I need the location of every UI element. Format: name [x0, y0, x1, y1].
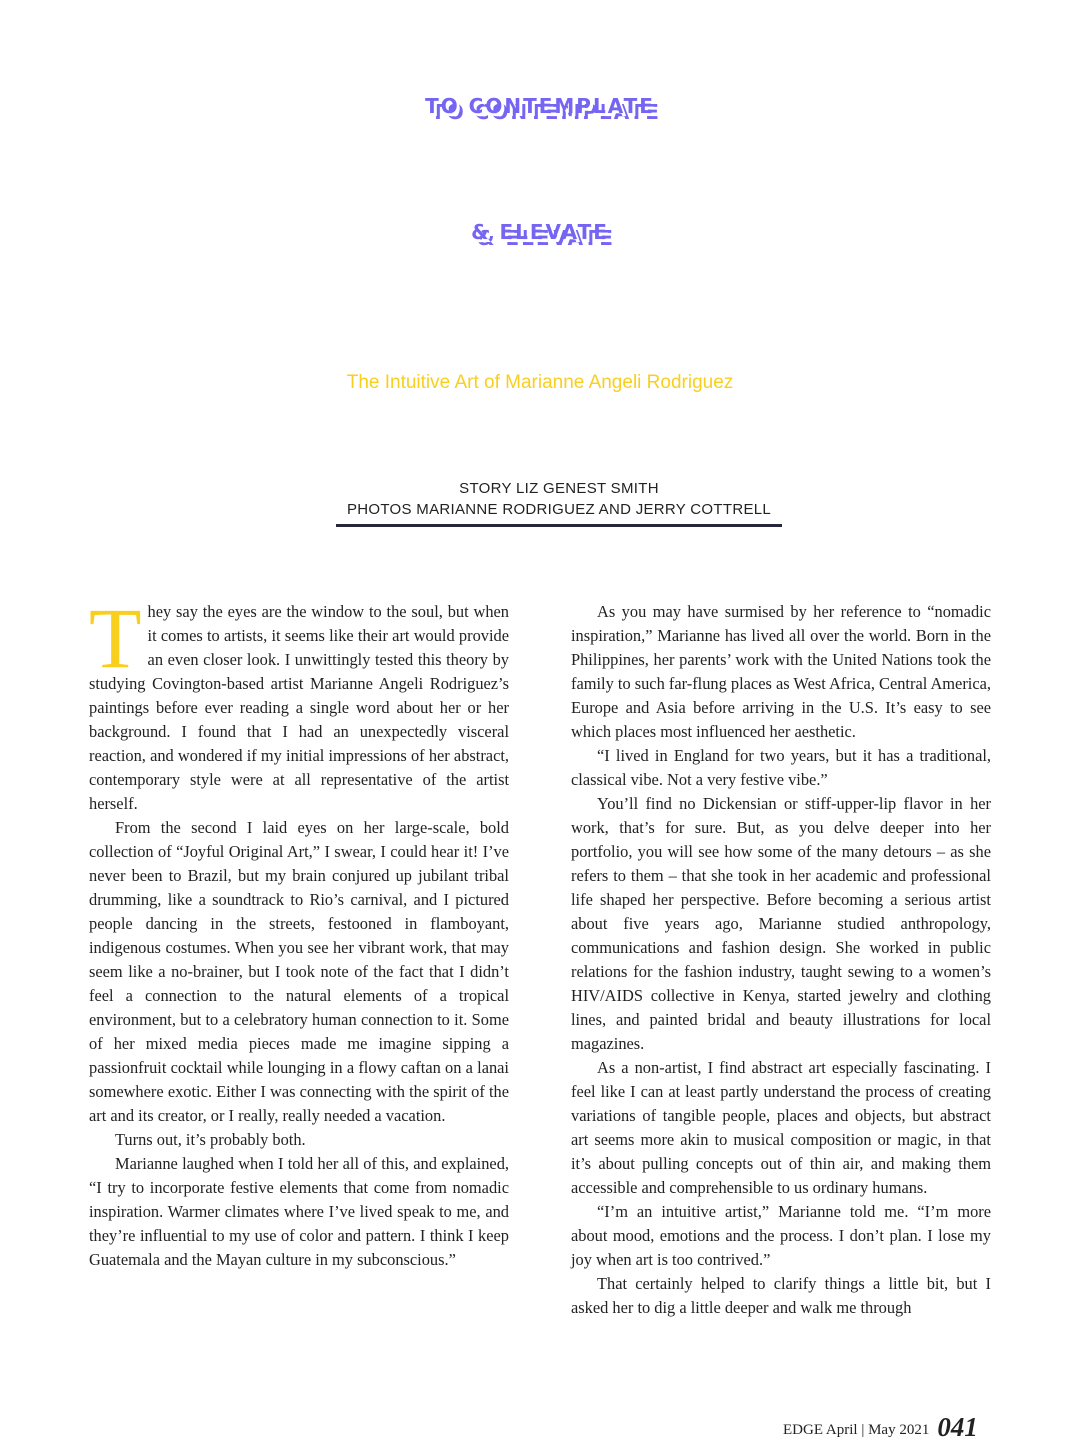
paragraph: That certainly helped to clarify things a little bit, but I asked her to dig a little deeper and walk me through: [571, 1274, 991, 1317]
paragraph: “I’m an intuitive artist,” Marianne told me. “I’m more about mood, emotions and the process. I don’t plan. I lose my joy when art is too contrived.”: [571, 1202, 991, 1269]
paragraph: [89, 590, 509, 816]
page-footer: [783, 1412, 978, 1443]
photo-credit: PHOTOS MARIANNE RODRIGUEZ AND JERRY COTTRELL: [346, 501, 772, 518]
paragraph: From the second I laid eyes on her large-scale, bold collection of “Joyful Original Art,” I swear, I could hear it! I’ve never been to Brazil, but my brain conjured up jubilant tribal drumming, like a soundtrack to Rio’s carnival, and I pictured people dancing in the streets, festooned in flamboyant, indigenous costumes. When you see her vibrant work, that may seem like a no-brainer, but I took note of the fact that I didn’t feel a connection to the natural elements of a tropical environment, but to a celebratory human connection to it. Some of her mixed media pieces made me imagine sipping a passionfruit cocktail while lounging in a flowy caftan on a lanai somewhere exotic. Either I was connecting with the spirit of the art and its creator, or I really, really needed a vacation.: [89, 818, 509, 1125]
magazine-issue: EDGE April | May 2021: [783, 1422, 930, 1438]
paragraph: You’ll find no Dickensian or stiff-upper-lip flavor in her work, that’s for sure. But, as you delve deeper into her portfolio, you will see how some of the many detours – as she refers to them – that she took in her academic and professional life shaped her perspective. Before becoming a serious artist about five years ago, Marianne studied anthropology, communications and fashion design. She worked in public relations for the fashion industry, taught sewing to a women’s HIV/AIDS collective in Kenya, started jewelry and clothing lines, and painted bridal and beauty illustrations for local magazines.: [571, 794, 991, 1053]
page-number: 041: [937, 1412, 978, 1442]
article-column-left: [89, 590, 509, 1272]
story-credit: STORY LIZ GENEST SMITH: [459, 480, 659, 497]
headline-line-2: & ELEVATE: [471, 220, 609, 244]
byline: [336, 478, 782, 520]
paragraph: Turns out, it’s probably both.: [115, 1130, 306, 1149]
paragraph-text: hey say the eyes are the window to the soul, but when it comes to artists, it seems like their art would provide an even closer look. I unwittingly tested this theory by studying Covington-based artist Marianne Angeli Rodriguez’s paintings before ever reading a single word about her or her background. I found that I had an unexpectedly visceral reaction, and wondered if my initial impressions of her abstract, contemporary style were at all representative of the artist herself.: [89, 602, 509, 813]
paragraph: As a non-artist, I find abstract art especially fascinating. I feel like I can at least partly understand the process of creating variations of tangible people, places and objects, but abstract art seems more akin to musical composition or magic, in that it’s about pulling concepts out of thin air, and making them accessible and comprehensible to us ordinary humans.: [571, 1058, 991, 1197]
paragraph: As you may have surmised by her reference to “nomadic inspiration,” Marianne has lived all over the world. Born in the Philippines, her parents’ work with the United Nations took the family to such far-flung places as West Africa, Central America, Europe and Asia before arriving in the U.S. It’s easy to see which places most influenced her aesthetic.: [571, 602, 991, 741]
headline-line-1: TO CONTEMPLATE: [425, 94, 655, 118]
drop-cap: T: [89, 590, 142, 686]
subheadline: The Intuitive Art of Marianne Angeli Rodriguez: [346, 372, 734, 393]
byline-divider: [336, 524, 782, 527]
paragraph: Marianne laughed when I told her all of this, and explained, “I try to incorporate festive elements that come from nomadic inspiration. Warmer climates where I’ve lived speak to me, and they’re influential to my use of color and pattern. I think I keep Guatemala and the Mayan culture in my subconscious.”: [89, 1154, 509, 1269]
article-column-right: [571, 600, 991, 1320]
paragraph: “I lived in England for two years, but it has a traditional, classical vibe. Not a very festive vibe.”: [571, 746, 991, 789]
